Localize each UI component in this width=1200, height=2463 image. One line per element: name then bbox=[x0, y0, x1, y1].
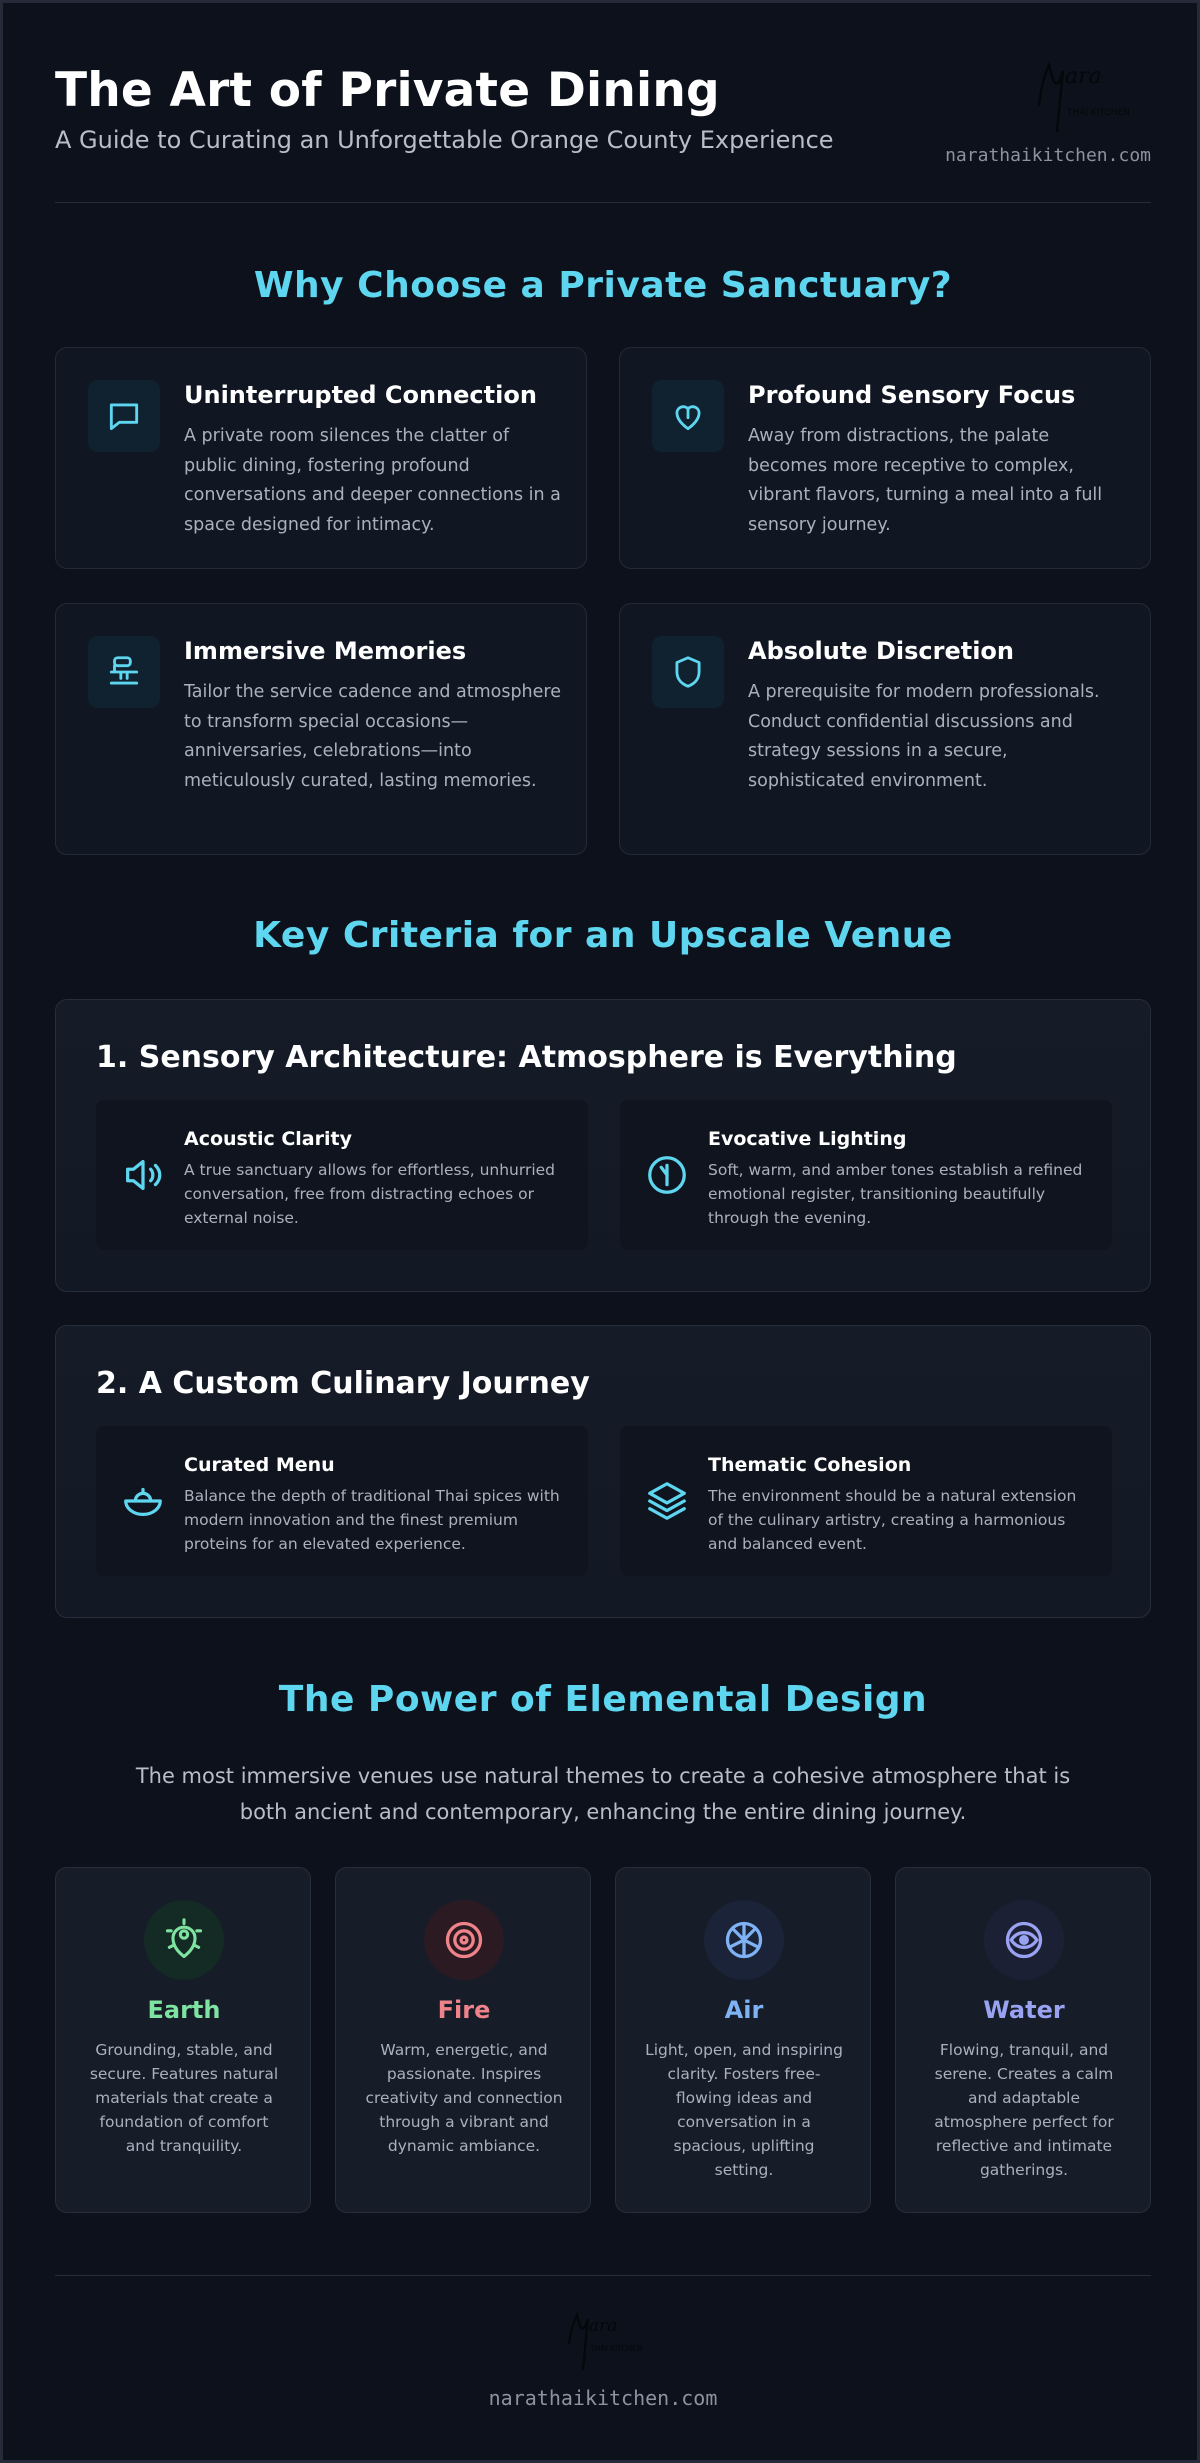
svg-text:THAI KITCHEN: THAI KITCHEN bbox=[1067, 108, 1130, 118]
criteria-panel-culinary bbox=[55, 1325, 1151, 1618]
panel-title: 2. A Custom Culinary Journey bbox=[96, 1366, 590, 1401]
element-text: Light, open, and inspiring clarity. Fosters free-flowing ideas and conversation in a spacious, uplifting setting. bbox=[645, 2041, 843, 2179]
page-content bbox=[55, 3, 1151, 2410]
benefit-text: Tailor the service cadence and atmosphere to transform special occasions—anniversaries, celebrations—into meticulously curated, lasting memories. bbox=[184, 682, 561, 791]
chat-bubble-icon bbox=[88, 380, 160, 452]
benefit-title: Immersive Memories bbox=[184, 637, 467, 665]
benefit-card-sensory bbox=[619, 347, 1151, 569]
memory-icon bbox=[88, 636, 160, 708]
benefit-title: Uninterrupted Connection bbox=[184, 381, 537, 409]
criteria-item-title: Curated Menu bbox=[184, 1454, 335, 1476]
element-card-air bbox=[615, 1867, 871, 2213]
air-icon bbox=[704, 1900, 784, 1980]
element-card-earth bbox=[55, 1867, 311, 2213]
element-name: Air bbox=[724, 1996, 764, 2024]
elemental-intro: The most immersive venues use natural themes to create a cohesive atmosphere that is both ancient and contemporary, enhancing the entire dining journey. bbox=[135, 1764, 1071, 1824]
element-name: Earth bbox=[147, 1996, 221, 2024]
speaker-icon bbox=[120, 1152, 166, 1198]
criteria-section-title: Key Criteria for an Upscale Venue bbox=[253, 915, 953, 956]
element-text: Grounding, stable, and secure. Features natural materials that create a foundation of comfort and tranquility. bbox=[89, 2041, 279, 2155]
footer-divider bbox=[55, 2275, 1151, 2276]
website-link[interactable]: narathaikitchen.com bbox=[945, 145, 1151, 166]
criteria-item-text: The environment should be a natural extension of the culinary artistry, creating a harmonious and balanced event. bbox=[708, 1487, 1077, 1553]
footer-nara-logo bbox=[563, 2303, 643, 2373]
criteria-item-acoustic bbox=[96, 1100, 588, 1250]
benefit-text: A prerequisite for modern professionals. Conduct confidential discussions and strategy sessions in a secure, sophisticated environment. bbox=[748, 682, 1100, 791]
nara-logo bbox=[1031, 53, 1130, 133]
page-header bbox=[55, 3, 1151, 203]
benefit-card-connection bbox=[55, 347, 587, 569]
element-card-fire bbox=[335, 1867, 591, 2213]
panel-title: 1. Sensory Architecture: Atmosphere is Everything bbox=[96, 1040, 957, 1075]
bowl-icon bbox=[120, 1478, 166, 1524]
footer-website-link[interactable]: narathaikitchen.com bbox=[488, 2386, 718, 2410]
heart-icon bbox=[652, 380, 724, 452]
layers-icon bbox=[644, 1478, 690, 1524]
elemental-section-title: The Power of Elemental Design bbox=[278, 1679, 928, 1720]
criteria-item-title: Evocative Lighting bbox=[708, 1128, 907, 1150]
criteria-item-title: Thematic Cohesion bbox=[708, 1454, 912, 1476]
svg-text:THAI KITCHEN: THAI KITCHEN bbox=[590, 2344, 643, 2353]
svg-text:ara: ara bbox=[1065, 64, 1102, 89]
criteria-item-text: A true sanctuary allows for effortless, unhurried conversation, free from distracting echoes or external noise. bbox=[184, 1161, 556, 1227]
benefit-title: Absolute Discretion bbox=[748, 637, 1014, 665]
element-text: Flowing, tranquil, and serene. Creates a calm and adaptable atmosphere perfect for reflective and intimate gatherings. bbox=[934, 2041, 1114, 2179]
earth-icon bbox=[144, 1900, 224, 1980]
svg-text:ara: ara bbox=[589, 2316, 618, 2336]
element-name: Fire bbox=[437, 1996, 491, 2024]
page-subtitle: A Guide to Curating an Unforgettable Orange County Experience bbox=[55, 126, 834, 154]
element-text: Warm, energetic, and passionate. Inspires creativity and connection through a vibrant and dynamic ambiance. bbox=[365, 2041, 563, 2155]
criteria-item-text: Balance the depth of traditional Thai spices with modern innovation and the finest premium proteins for an elevated experience. bbox=[184, 1487, 560, 1553]
benefit-title: Profound Sensory Focus bbox=[748, 381, 1076, 409]
page-title: The Art of Private Dining bbox=[55, 63, 720, 118]
benefit-text: Away from distractions, the palate becomes more receptive to complex, vibrant flavors, turning a meal into a full sensory journey. bbox=[748, 426, 1103, 535]
criteria-item-menu bbox=[96, 1426, 588, 1576]
shield-icon bbox=[652, 636, 724, 708]
fire-icon bbox=[424, 1900, 504, 1980]
lighting-icon bbox=[644, 1152, 690, 1198]
criteria-item-title: Acoustic Clarity bbox=[184, 1128, 352, 1150]
benefit-card-memories bbox=[55, 603, 587, 855]
why-section-title: Why Choose a Private Sanctuary? bbox=[253, 265, 953, 306]
criteria-item-cohesion bbox=[620, 1426, 1112, 1576]
benefit-text: A private room silences the clatter of public dining, fostering profound conversations and deeper connections in a space designed for intimacy. bbox=[184, 426, 561, 535]
criteria-panel-atmosphere bbox=[55, 999, 1151, 1292]
element-name: Water bbox=[983, 1996, 1065, 2024]
water-icon bbox=[984, 1900, 1064, 1980]
criteria-item-text: Soft, warm, and amber tones establish a refined emotional register, transitioning beautifully through the evening. bbox=[708, 1161, 1083, 1227]
benefit-card-discretion bbox=[619, 603, 1151, 855]
criteria-item-lighting bbox=[620, 1100, 1112, 1250]
element-card-water bbox=[895, 1867, 1151, 2213]
